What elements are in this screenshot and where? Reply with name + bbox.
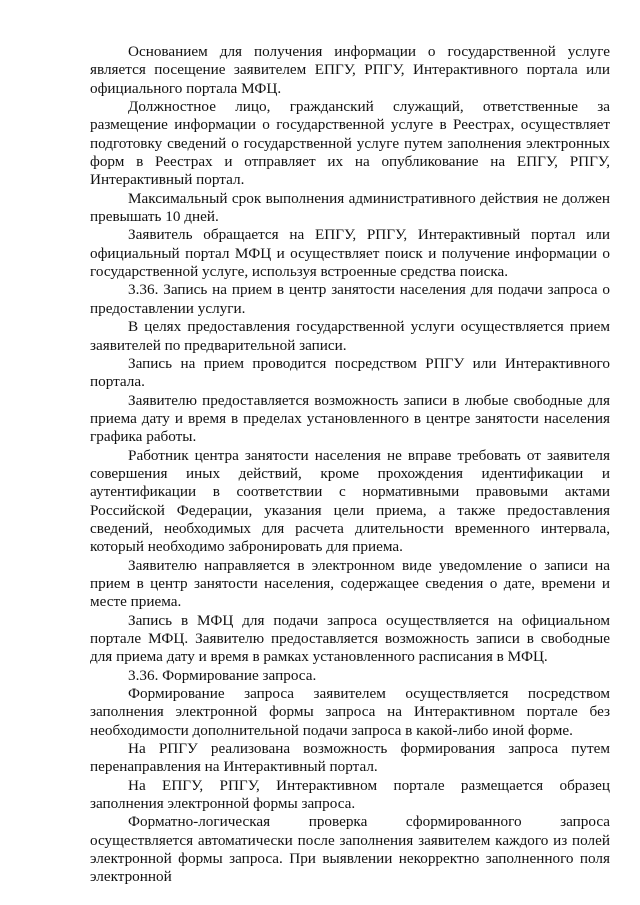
paragraph: Основанием для получения информации о государственной услуге является посещение заявителем ЕПГУ, РПГУ, Интерактивного портала или официального портала МФЦ. bbox=[90, 43, 610, 97]
paragraph: На ЕПГУ, РПГУ, Интерактивном портале размещается образец заполнения электронной формы запроса. bbox=[90, 776, 610, 813]
paragraph: Формирование запроса заявителем осуществляется посредством заполнения электронной формы запроса на Интерактивном портале без необходимости дополнительной подачи запроса в какой-либо иной форме. bbox=[90, 685, 610, 739]
section-heading: 3.36. Формирование запроса. bbox=[128, 666, 317, 684]
paragraph: Заявителю направляется в электронном виде уведомление о записи на прием в центр занятости населения, содержащее сведения о дате, времени и месте приема. bbox=[90, 556, 610, 611]
paragraph: В целях предоставления государственной услуги осуществляется прием заявителей по предварительной записи. bbox=[90, 318, 610, 354]
paragraph: На РПГУ реализована возможность формирования запроса путем перенаправления на Интерактивный портал. bbox=[90, 740, 610, 776]
section-heading: 3.36. Запись на прием в центр занятости населения для подачи запроса о предоставлении услуги. bbox=[90, 281, 610, 317]
paragraph: Заявителю предоставляется возможность записи в любые свободные для приема дату и время в пределах установленного в центре занятости населения графика работы. bbox=[90, 391, 610, 446]
paragraph: Работник центра занятости населения не вправе требовать от заявителя совершения иных действий, кроме прохождения идентификации и аутентификации в соответствии с нормативными правовыми актами Российской Федерации, указания цели приема, а также предоставления сведений, необходимых для расчета длительности временного интервала, который необходимо забронировать для приема. bbox=[90, 446, 610, 556]
paragraph: Запись в МФЦ для подачи запроса осуществляется на официальном портале МФЦ. Заявителю предоставляется возможность записи в свободные для приема дату и время в рамках установленного расписания в МФЦ. bbox=[90, 611, 610, 666]
paragraph: Форматно-логическая проверка сформированного запроса осуществляется автоматически после заполнения заявителем каждого из полей электронной формы запроса. При выявлении некорректно заполненного поля электронной bbox=[90, 813, 610, 886]
paragraph: Заявитель обращается на ЕПГУ, РПГУ, Интерактивный портал или официальный портал МФЦ и осуществляет поиск и получение информации о государственной услуге, используя встроенные средства поиска. bbox=[90, 226, 610, 281]
paragraph: Должностное лицо, гражданский служащий, ответственные за размещение информации о государственной услуге в Реестрах, осуществляет подготовку сведений о государственной услуге путем заполнения электронных форм в Реестрах и отправляет их на опубликование на ЕПГУ, РПГУ, Интерактивный портал. bbox=[90, 98, 610, 189]
document-body bbox=[90, 43, 610, 887]
paragraph: Максимальный срок выполнения административного действия не должен превышать 10 дней. bbox=[90, 189, 610, 226]
paragraph: Запись на прием проводится посредством РПГУ или Интерактивного портала. bbox=[90, 354, 610, 391]
